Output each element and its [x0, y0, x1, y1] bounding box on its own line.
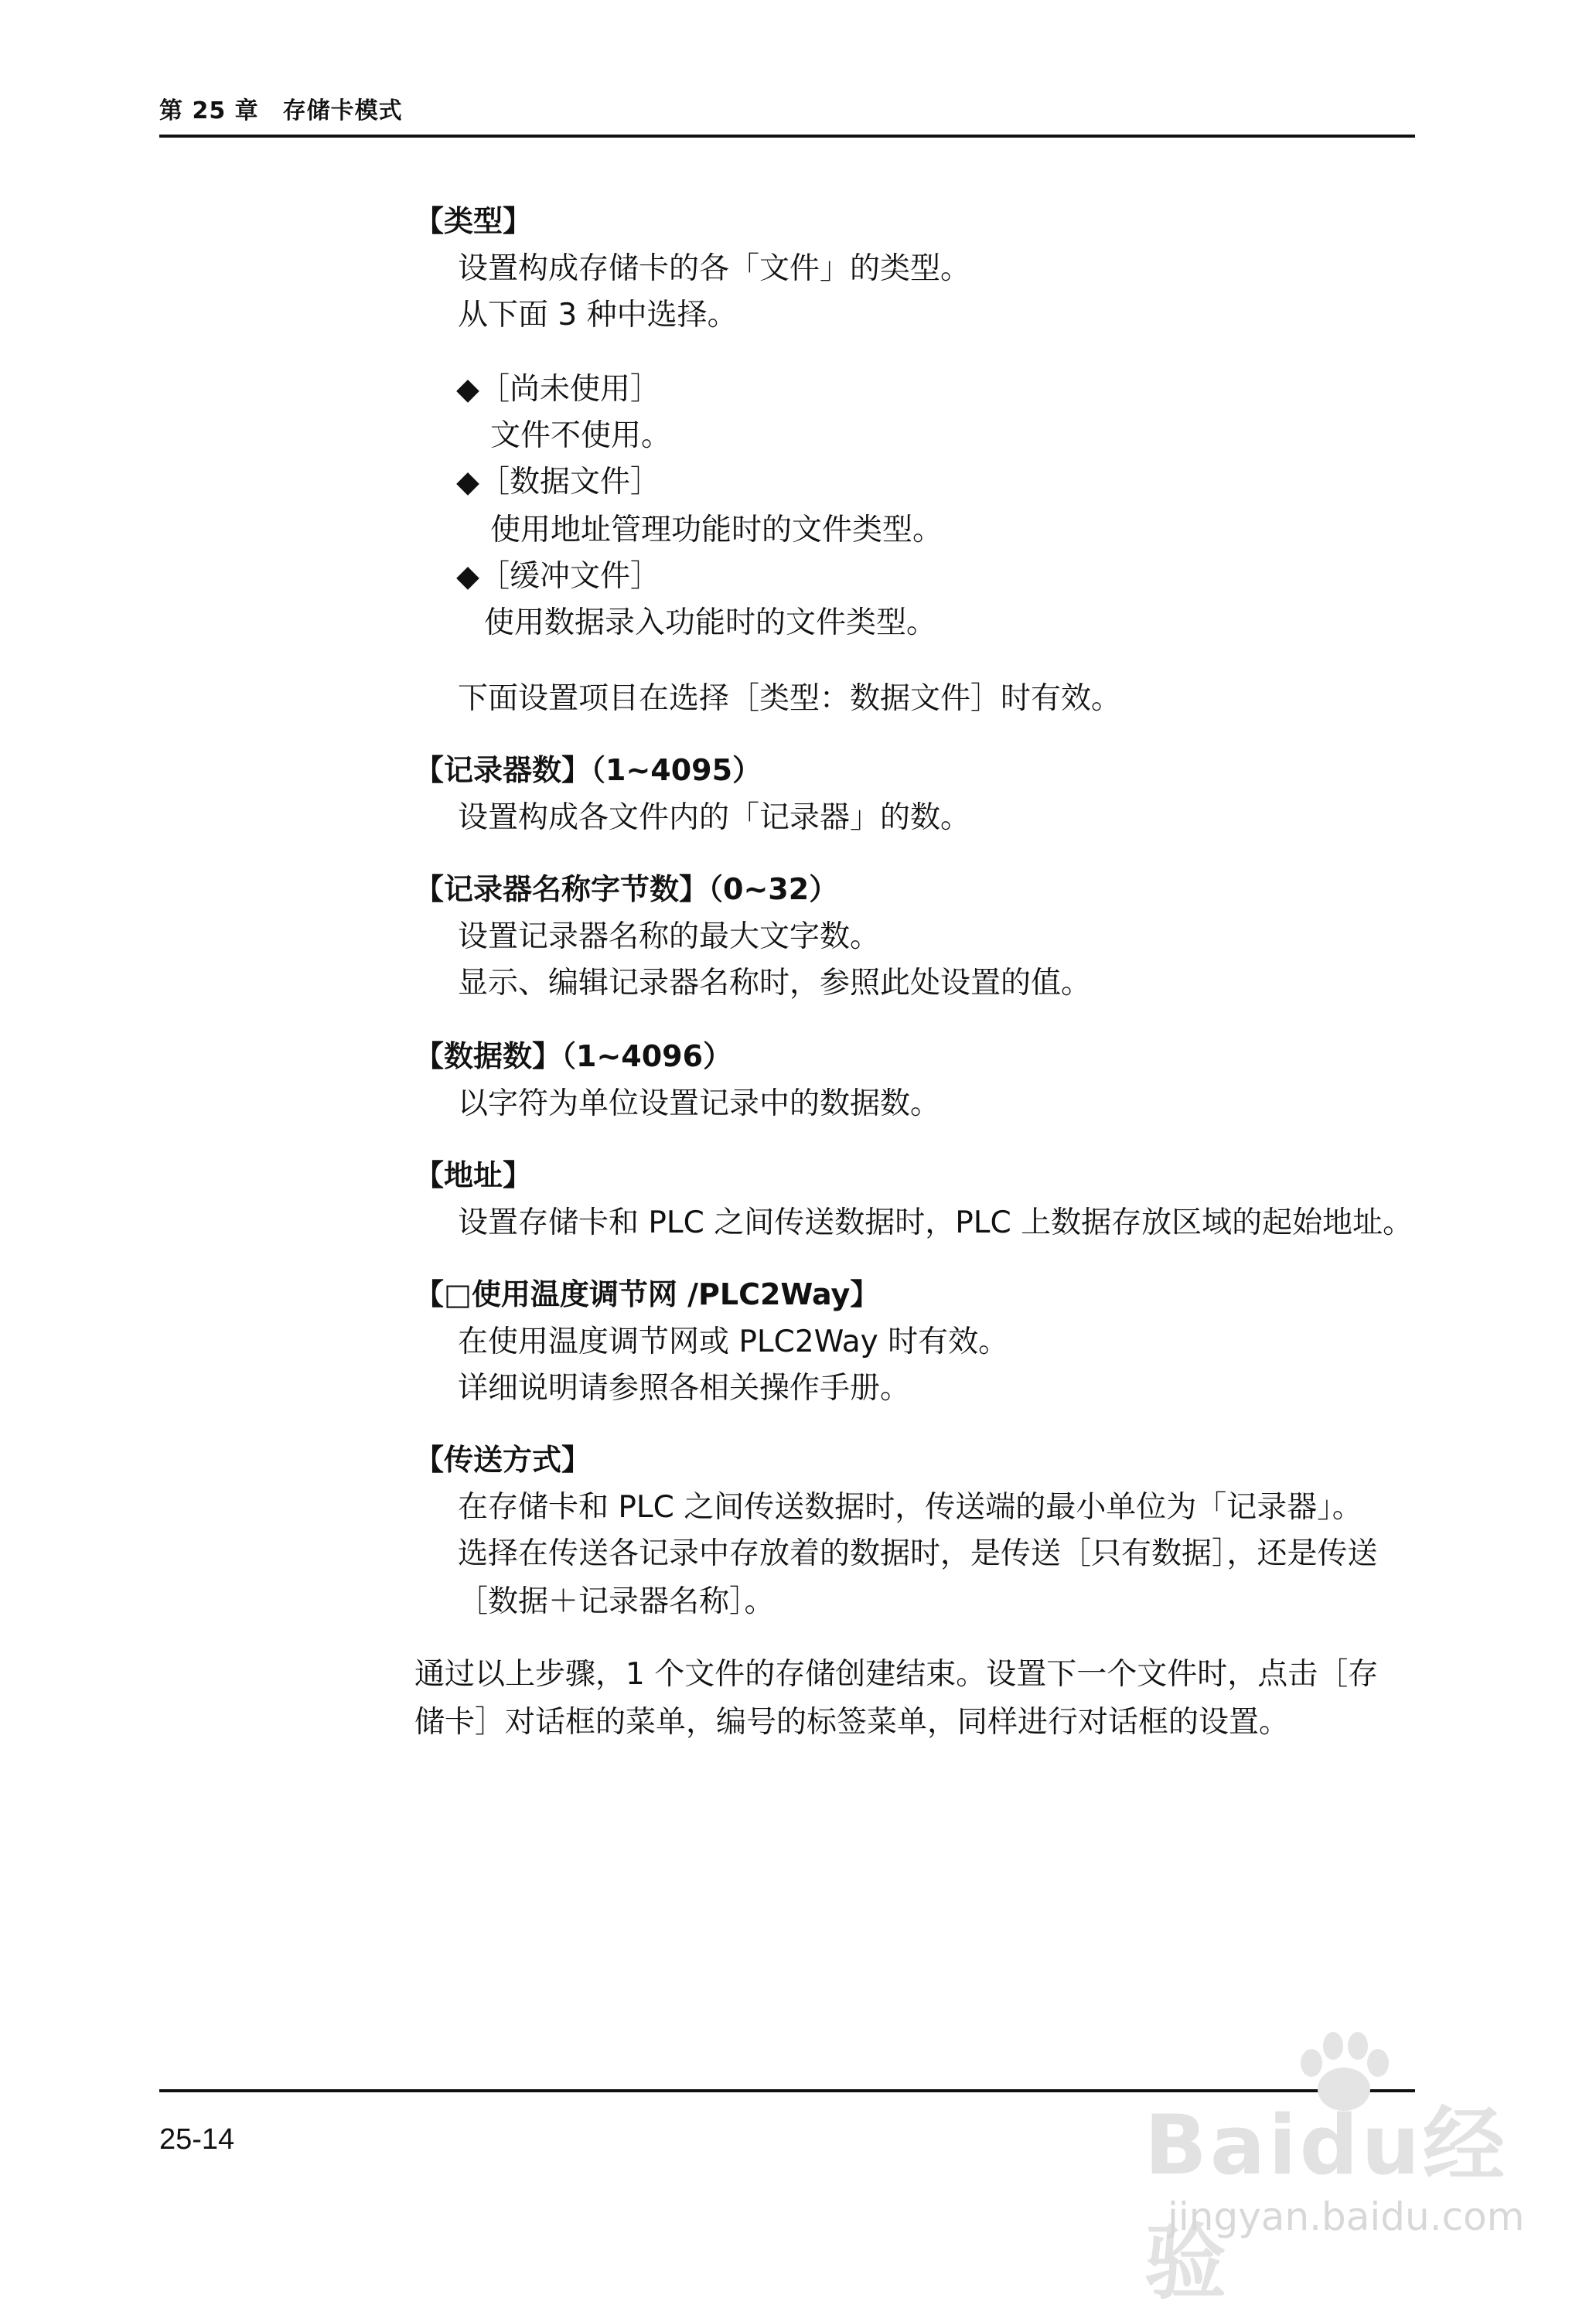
option-unused-label: ◆［尚未使用］: [456, 372, 660, 407]
address-heading: 【地址】: [414, 1158, 533, 1192]
type-desc-2: 从下面 3 种中选择。: [458, 298, 738, 332]
page-number: 25-14: [159, 2123, 235, 2156]
records-desc: 设置构成各文件内的「记录器」的数。: [458, 800, 971, 835]
watermark-url: jingyan.baidu.com: [1168, 2194, 1525, 2239]
transfer-mode-heading: 【传送方式】: [414, 1443, 592, 1477]
record-name-desc-1: 设置记录器名称的最大文字数。: [458, 919, 881, 954]
option-data-file-label: ◆［数据文件］: [456, 465, 660, 499]
option-buffer-file-label: ◆［缓冲文件］: [456, 559, 660, 594]
data-count-heading: 【数据数】（1~4096）: [414, 1039, 733, 1073]
closing-paragraph-line-2: 储卡］对话框的菜单，编号的标签菜单，同样进行对话框的设置。: [414, 1705, 1290, 1740]
record-name-desc-2: 显示、编辑记录器名称时，参照此处设置的值。: [458, 966, 1092, 1001]
temp-control-desc-2: 详细说明请参照各相关操作手册。: [458, 1371, 911, 1406]
data-count-desc: 以字符为单位设置记录中的数据数。: [458, 1086, 941, 1121]
type-note: 下面设置项目在选择［类型：数据文件］时有效。: [458, 681, 1122, 716]
transfer-mode-desc-3: ［数据＋记录器名称］。: [458, 1584, 775, 1619]
transfer-mode-desc-2: 选择在传送各记录中存放着的数据时，是传送［只有数据］，还是传送: [458, 1536, 1378, 1571]
type-heading: 【类型】: [414, 204, 533, 238]
record-name-heading: 【记录器名称字节数】（0~32）: [414, 872, 839, 906]
closing-paragraph-line-1: 通过以上步骤，1 个文件的存储创建结束。设置下一个文件时，点击［存: [414, 1657, 1379, 1692]
records-heading: 【记录器数】（1~4095）: [414, 753, 762, 787]
option-unused-desc: 文件不使用。: [490, 418, 672, 453]
temp-control-heading: 【□使用温度调节网 /PLC2Way】: [414, 1277, 880, 1311]
option-buffer-file-desc: 使用数据录入功能时的文件类型。: [484, 605, 937, 640]
transfer-mode-desc-1: 在存储卡和 PLC 之间传送数据时，传送端的最小单位为「记录器」。: [458, 1490, 1362, 1525]
watermark-logo: Baidu经验: [1144, 2098, 1508, 2310]
header-rule: [159, 135, 1415, 138]
baidu-watermark: [1144, 2026, 1539, 2310]
address-desc: 设置存储卡和 PLC 之间传送数据时，PLC 上数据存放区域的起始地址。: [458, 1205, 1414, 1240]
type-desc-1: 设置构成存储卡的各「文件」的类型。: [458, 251, 971, 286]
chapter-header: 第 25 章 存储卡模式: [159, 97, 403, 124]
option-data-file-desc: 使用地址管理功能时的文件类型。: [490, 513, 943, 547]
temp-control-desc-1: 在使用温度调节网或 PLC2Way 时有效。: [458, 1325, 1009, 1359]
